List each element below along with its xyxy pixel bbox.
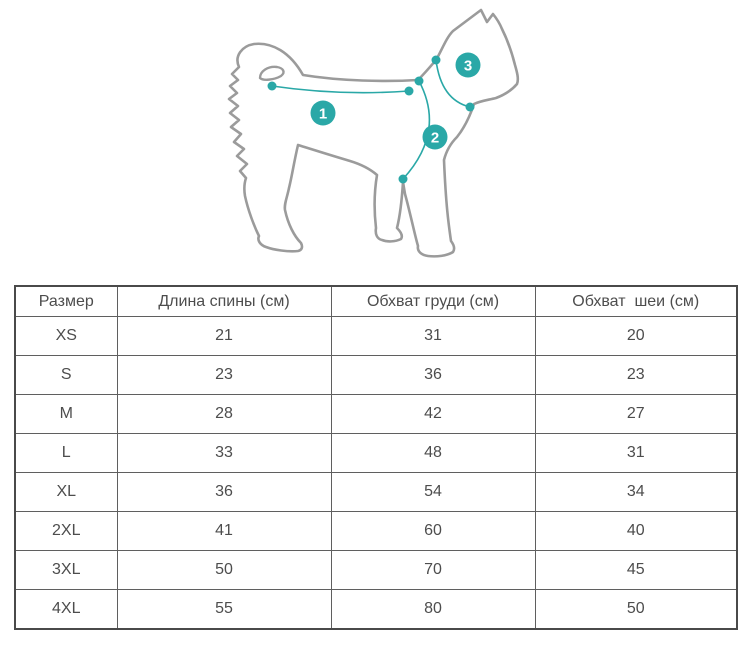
cell-back-length: 36 xyxy=(117,473,331,512)
cell-size: 3XL xyxy=(15,551,117,590)
measure-endpoint-dot xyxy=(415,77,424,86)
cell-size: M xyxy=(15,395,117,434)
marker-1-label: 1 xyxy=(318,105,328,123)
cell-size: L xyxy=(15,434,117,473)
cell-chest-girth: 48 xyxy=(331,434,535,473)
cell-chest-girth: 60 xyxy=(331,512,535,551)
dog-diagram-svg xyxy=(0,0,750,285)
header-back-length: Длина спины (см) xyxy=(117,286,331,317)
marker-chest-girth xyxy=(423,125,448,150)
size-table xyxy=(14,285,738,630)
cell-back-length: 23 xyxy=(117,356,331,395)
cell-neck-girth: 27 xyxy=(535,395,737,434)
cell-back-length: 50 xyxy=(117,551,331,590)
cell-neck-girth: 31 xyxy=(535,434,737,473)
cell-size: 4XL xyxy=(15,590,117,630)
table-header-row xyxy=(15,286,737,317)
cell-neck-girth: 23 xyxy=(535,356,737,395)
cell-size: XL xyxy=(15,473,117,512)
marker-3-label: 3 xyxy=(463,57,473,75)
cell-neck-girth: 40 xyxy=(535,512,737,551)
cell-neck-girth: 34 xyxy=(535,473,737,512)
cell-size: S xyxy=(15,356,117,395)
cell-chest-girth: 80 xyxy=(331,590,535,630)
cell-back-length: 55 xyxy=(117,590,331,630)
marker-back-length xyxy=(311,101,336,126)
marker-2-label: 2 xyxy=(430,129,440,147)
cell-size: XS xyxy=(15,317,117,356)
table-row xyxy=(15,551,737,590)
cell-neck-girth: 50 xyxy=(535,590,737,630)
cell-chest-girth: 70 xyxy=(331,551,535,590)
header-neck-girth: Обхват шеи (см) xyxy=(535,286,737,317)
cell-chest-girth: 31 xyxy=(331,317,535,356)
measure-endpoint-dot xyxy=(432,56,441,65)
cell-chest-girth: 54 xyxy=(331,473,535,512)
cell-back-length: 33 xyxy=(117,434,331,473)
table-row xyxy=(15,395,737,434)
table-row xyxy=(15,317,737,356)
cell-size: 2XL xyxy=(15,512,117,551)
cell-neck-girth: 45 xyxy=(535,551,737,590)
table-row xyxy=(15,434,737,473)
cell-back-length: 41 xyxy=(117,512,331,551)
measure-endpoint-dot xyxy=(466,103,475,112)
dog-outline xyxy=(229,10,518,256)
cell-back-length: 28 xyxy=(117,395,331,434)
table-row xyxy=(15,512,737,551)
measure-endpoint-dot xyxy=(268,82,277,91)
table-row xyxy=(15,473,737,512)
cell-chest-girth: 36 xyxy=(331,356,535,395)
measure-endpoint-dot xyxy=(405,87,414,96)
table-row xyxy=(15,590,737,630)
measure-endpoint-dot xyxy=(399,175,408,184)
cell-chest-girth: 42 xyxy=(331,395,535,434)
header-chest-girth: Обхват груди (см) xyxy=(331,286,535,317)
dog-measurement-diagram xyxy=(0,0,750,285)
cell-back-length: 21 xyxy=(117,317,331,356)
marker-neck-girth xyxy=(456,53,481,78)
table-row xyxy=(15,356,737,395)
header-size: Размер xyxy=(15,286,117,317)
cell-neck-girth: 20 xyxy=(535,317,737,356)
